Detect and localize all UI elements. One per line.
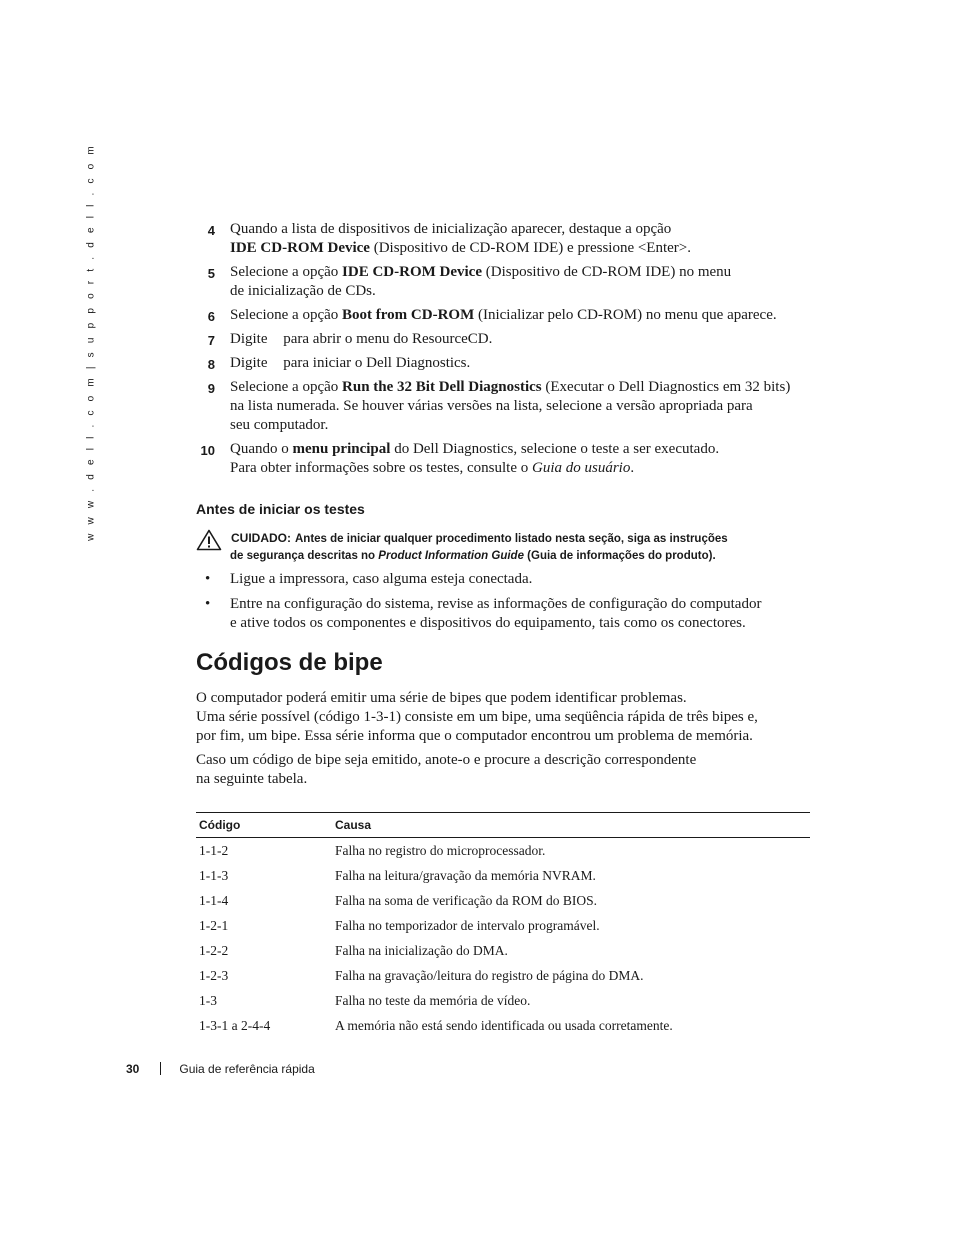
step-8: 8 Digite para iniciar o Dell Diagnostics. [196, 354, 816, 373]
side-url-text: w w w . d e l l . c o m | s u p p o r t . d e l l . c o m [85, 143, 97, 541]
footer-title: Guia de referência rápida [179, 1062, 315, 1076]
beep-code-table [196, 812, 810, 1038]
bullet-icon: • [205, 571, 211, 587]
instruction-paragraph: Caso um código de bipe seja emitido, anote-o e procure a descrição correspondente na seguinte tabela. [196, 752, 697, 787]
list-item: • Entre na configuração do sistema, revise as informações de configuração do computador e ative todos os componentes e dispositivos do equipamento, tais como os conectores. [205, 596, 762, 631]
bullet-list [196, 570, 816, 639]
intro-paragraph: O computador poderá emitir uma série de bipes que podem identificar problemas. Uma série possível (código 1-3-1) consiste em um bipe, uma seqüência rápida de três bipes e, por fim, um bipe. Essa série informa que o computador encontrou um problema de memória. [196, 690, 758, 744]
table-row: 1-2-2 Falha na inicialização do DMA. [199, 942, 508, 958]
bullet-icon: • [205, 596, 211, 612]
step-number: 4 [207, 223, 215, 238]
table-row: 1-2-1 Falha no temporizador de intervalo programável. [199, 917, 600, 933]
section-subheading: Antes de iniciar os testes [196, 501, 365, 517]
column-header-cause: Causa [335, 818, 372, 832]
step-10: 10 Quando o menu principal do Dell Diagnostics, selecione o teste a ser executado. Para obter informações sobre os testes, consulte o Guia do usuário. [196, 440, 816, 478]
step-number: 7 [207, 333, 215, 348]
table-header [196, 813, 810, 838]
page-number: 30 [126, 1062, 140, 1076]
step-6: 6 Selecione a opção Boot from CD-ROM (Inicializar pelo CD-ROM) no menu que aparece. [196, 306, 816, 325]
table-row: 1-2-3 Falha na gravação/leitura do registro de página do DMA. [199, 967, 644, 983]
step-number: 5 [207, 266, 215, 281]
step-9: 9 Selecione a opção Run the 32 Bit Dell Diagnostics (Executar o Dell Diagnostics em 32 bits) na lista numerada. Se houver várias versões na lista, selecione a versão apropriada para seu computador. [196, 378, 816, 435]
footer-divider [160, 1062, 161, 1075]
table-row: 1-1-3 Falha na leitura/gravação da memória NVRAM. [199, 867, 596, 883]
step-number: 6 [207, 309, 215, 324]
page-heading: Códigos de bipe [196, 649, 383, 676]
table-row: 1-1-2 Falha no registro do microprocessador. [199, 842, 546, 858]
step-5: 5 Selecione a opção IDE CD-ROM Device (Dispositivo de CD-ROM IDE) no menu de inicialização de CDs. [196, 263, 816, 301]
table-row: 1-3-1 a 2-4-4 A memória não está sendo identificada ou usada corretamente. [199, 1017, 673, 1033]
table-row: 1-1-4 Falha na soma de verificação da ROM do BIOS. [199, 892, 598, 908]
caution-label: CUIDADO: [231, 531, 291, 545]
step-number: 9 [207, 381, 215, 396]
table-row: 1-3 Falha no teste da memória de vídeo. [199, 992, 531, 1008]
column-header-code: Código [199, 818, 241, 832]
step-7: 7 Digite para abrir o menu do ResourceCD. [196, 330, 816, 349]
step-number: 10 [200, 443, 215, 458]
list-item: • Ligue a impressora, caso alguma esteja conectada. [205, 571, 533, 587]
steps-list [196, 220, 816, 483]
step-number: 8 [207, 357, 215, 372]
step-4: 4 Quando a lista de dispositivos de inicialização aparecer, destaque a opção IDE CD-ROM Device (Dispositivo de CD-ROM IDE) e pressione <Enter>. [196, 220, 816, 258]
page-footer [126, 1062, 315, 1076]
warning-triangle-icon [196, 529, 222, 551]
